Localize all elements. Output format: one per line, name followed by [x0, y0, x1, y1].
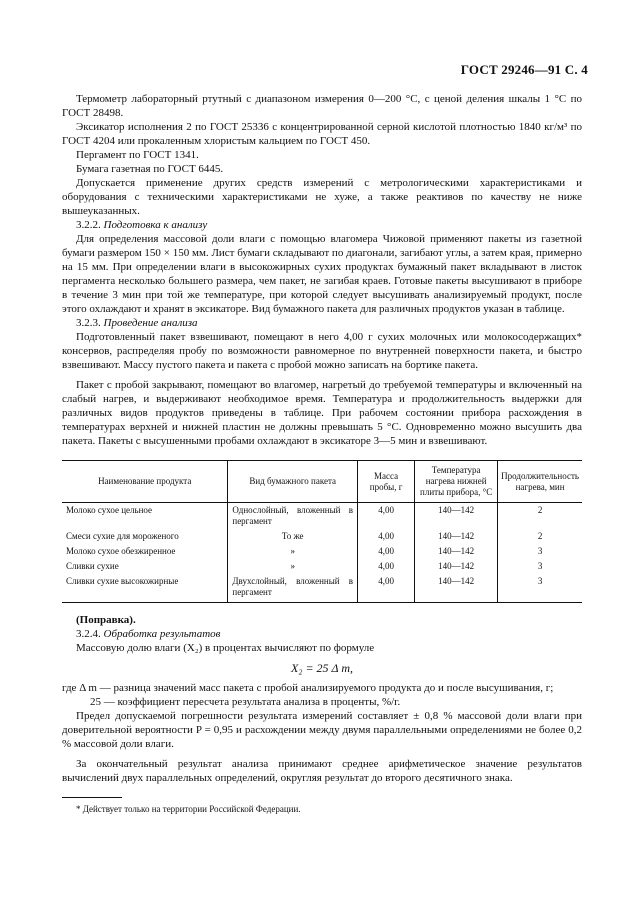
time-cell: 3	[498, 559, 582, 574]
page-header: ГОСТ 29246—91 С. 4	[460, 62, 588, 77]
temp-cell: 140—142	[415, 559, 498, 574]
mass-cell: 4,00	[358, 559, 415, 574]
amendment-note: (Поправка).	[76, 614, 136, 626]
table-row	[62, 559, 582, 574]
section-title: Обработка результатов	[103, 628, 221, 640]
section-heading-323	[62, 316, 582, 330]
section-number: 3.2.3.	[76, 317, 101, 329]
table-row	[62, 574, 582, 603]
mass-cell: 4,00	[358, 574, 415, 603]
product-cell: Смеси сухие для мороженого	[66, 531, 179, 541]
mass-cell: 4,00	[358, 529, 415, 544]
footnote-divider	[62, 797, 122, 798]
table-row	[62, 544, 582, 559]
paragraph-newsprint: Бумага газетная по ГОСТ 6445.	[76, 163, 224, 175]
time-cell: 2	[498, 503, 582, 530]
section-heading-324	[62, 627, 582, 641]
paragraph-desiccator: Эксикатор исполнения 2 по ГОСТ 25336 с концентрированной серной кислотой плотностью 1840 кг/м³ по ГОСТ 4204 или прокаленным хлористым кальцием по ГОСТ 450.	[62, 121, 582, 147]
footnote: * Действует только на территории Российской Федерации.	[76, 804, 301, 814]
temp-cell: 140—142	[415, 529, 498, 544]
table-header-cell: Наименование продукта	[62, 461, 228, 503]
table-row	[62, 529, 582, 544]
pack-cell: Двухслойный, вложенный в пергамент	[228, 574, 358, 603]
section-heading-322	[62, 218, 582, 232]
time-cell: 2	[498, 529, 582, 544]
drying-table	[62, 460, 582, 603]
paragraph-thermometer: Термометр лабораторный ртутный с диапазоном измерения 0—200 °С, с ценой деления шкалы 1 °С по ГОСТ 28498.	[62, 93, 582, 119]
pack-cell: »	[228, 544, 358, 559]
section-title: Проведение анализа	[103, 317, 198, 329]
paragraph-final-result: За окончательный результат анализа принимают среднее арифметическое значение результатов вычислений двух параллельных определений, округляя результат до второго десятичного знака.	[62, 758, 582, 784]
table-header-row	[62, 461, 582, 503]
paragraph-parchment: Пергамент по ГОСТ 1341.	[76, 149, 199, 161]
product-cell: Сливки сухие высокожирные	[62, 574, 228, 603]
moisture-formula: X₂ = 25 Δ m,	[290, 661, 354, 675]
table-header-cell: Вид бумажного пакета	[228, 461, 358, 503]
pack-cell: Однослойный, вложенный в пергамент	[228, 503, 358, 530]
section-number: 3.2.4.	[76, 628, 101, 640]
table-header-cell: Температура нагрева нижней плиты прибора, °С	[415, 461, 498, 503]
paragraph-calculation: Массовую долю влаги (X₂) в процентах вычисляют по формуле	[76, 642, 375, 654]
pack-cell: »	[228, 559, 358, 574]
product-cell: Молоко сухое обезжиренное	[66, 546, 176, 556]
document-body	[62, 92, 582, 825]
pack-cell: То же	[228, 529, 358, 544]
product-cell: Сливки сухие	[66, 561, 119, 571]
temp-cell: 140—142	[415, 503, 498, 530]
mass-cell: 4,00	[358, 544, 415, 559]
formula-where-1: где Δ m — разница значений масс пакета с пробой анализируемого продукта до и после высушивания, г;	[62, 682, 554, 694]
section-number: 3.2.2.	[76, 219, 101, 231]
table-header-cell: Масса пробы, г	[358, 461, 415, 503]
paragraph-allowed: Допускается применение других средств измерений с метрологическими характеристиками и оборудования с техническими характеристиками не хуже, а также реактивов по качеству не ниже вышеуказанных.	[62, 177, 582, 217]
section-title: Подготовка к анализу	[103, 219, 208, 231]
table-row	[62, 503, 582, 530]
time-cell: 3	[498, 544, 582, 559]
temp-cell: 140—142	[415, 544, 498, 559]
table-header-cell: Продолжительность нагрева, мин	[498, 461, 582, 503]
paragraph-error-limit: Предел допускаемой погрешности результата измерений составляет ± 0,8 % массовой доли влаги при доверительной вероятности P = 0,95 и расхождении между двумя параллельными определениями не более 0,2 % массовой доли влаги.	[62, 710, 582, 750]
temp-cell: 140—142	[415, 574, 498, 603]
time-cell: 3	[498, 574, 582, 603]
formula-where-2: 25 — коэффициент пересчета результата анализа в проценты, %/г.	[90, 696, 401, 708]
paragraph-procedure-a: Подготовленный пакет взвешивают, помещают в него 4,00 г сухих молочных или молокосодержащих* консервов, распределяя пробу по возможности равномерное по внутренней поверхности пакета, и быстро взвешивают. Массу пустого пакета и пакета с пробой можно записать на бортике пакета.	[62, 331, 582, 371]
paragraph-preparation: Для определения массовой доли влаги с помощью влагомера Чижовой применяют пакеты из газетной бумаги размером 150 × 150 мм. Лист бумаги складывают по диагонали, загибают углы, а затем края, примерно на 15 мм. При определении влаги в высокожирных сухих продуктах бумажный пакет вкладывают в листок пергамента несколько большего размера, чем пакет, не загибая краев. Готовые пакеты высушивают в приборе в течение 3 мин при той же температуре, при которой следует высушивать анализируемый продукт, после этого охлаждают и хранят в эксикаторе. Вид бумажного пакета для различных продуктов указан в таблице.	[62, 233, 582, 315]
mass-cell: 4,00	[358, 503, 415, 530]
product-cell: Молоко сухое цельное	[66, 505, 153, 515]
paragraph-procedure-b: Пакет с пробой закрывают, помещают во влагомер, нагретый до требуемой температуры и включенный на слабый нагрев, и выдерживают необходимое время. Температура и продолжительность выдержки для различных видов продуктов приведены в таблице. При рабочем состоянии прибора расхождения в температурах верхней и нижней пластин не должны превышать 5 °С. Одновременно можно высушить два пакета. Пакеты с высушенными пробами охлаждают в эксикаторе 3—5 мин и взвешивают.	[62, 379, 582, 447]
